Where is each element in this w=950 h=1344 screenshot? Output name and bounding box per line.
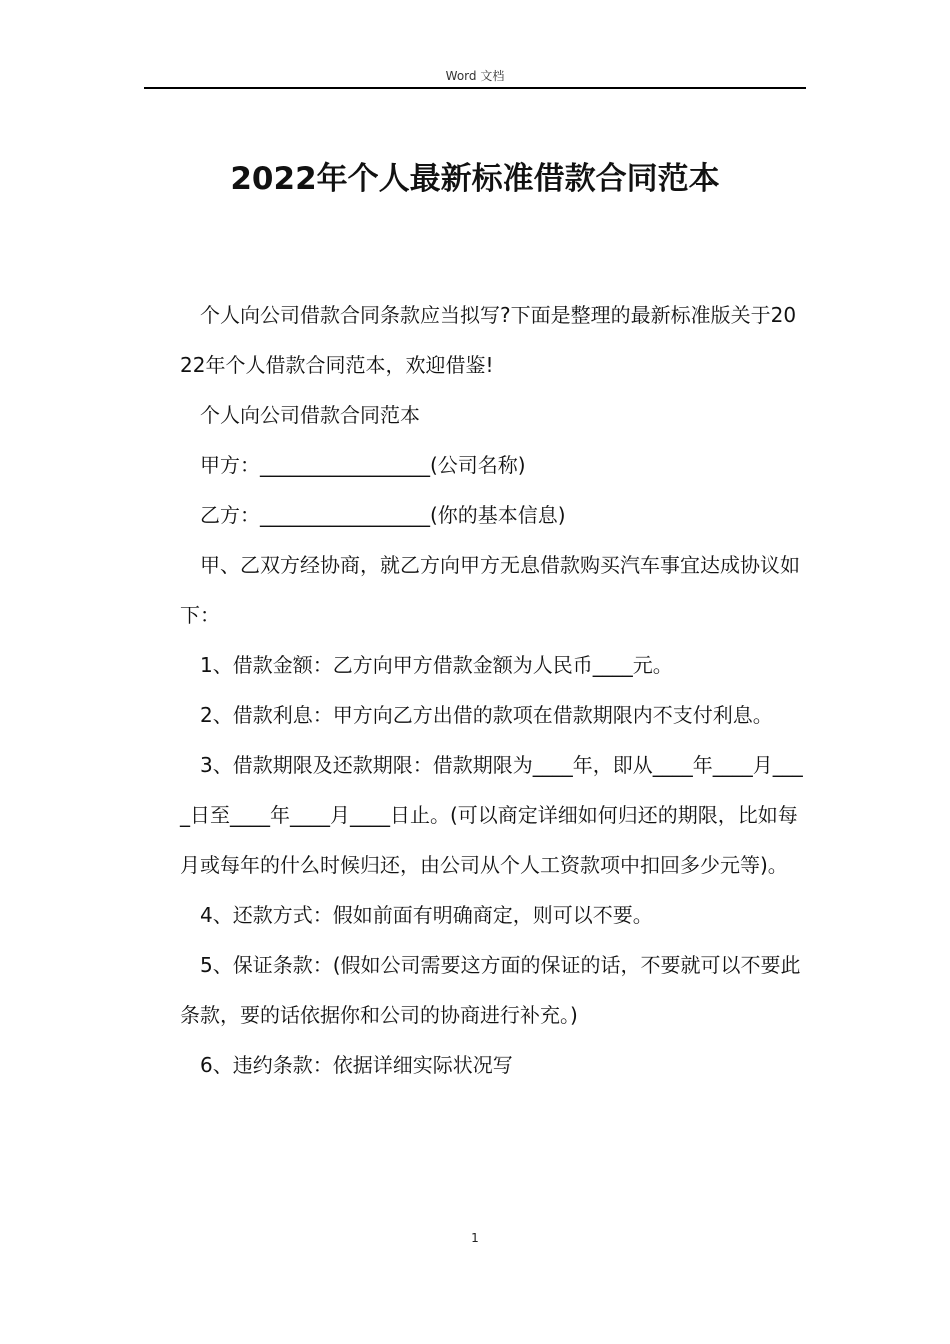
clause-repayment: 4、还款方式：假如前面有明确商定，则可以不要。 <box>200 903 653 927</box>
paragraph-party-b: 乙方：_________________(你的基本信息) <box>200 503 566 527</box>
document-title: 2022年个人最新标准借款合同范本 <box>230 161 720 197</box>
clause-interest: 2、借款利息：甲方向乙方出借的款项在借款期限内不支付利息。 <box>200 703 773 727</box>
document-body <box>180 290 806 1090</box>
paragraph-party-a: 甲方：_________________(公司名称) <box>200 453 526 477</box>
clause-guarantee: 5、保证条款：(假如公司需要这方面的保证的话，不要就可以不要此条款，要的话依据你和公司的协商进行补充。) <box>180 953 801 1027</box>
clause-breach: 6、违约条款：依据详细实际状况写 <box>200 1053 513 1077</box>
paragraph-intro: 个人向公司借款合同条款应当拟写?下面是整理的最新标准版关于2022年个人借款合同范本，欢迎借鉴! <box>180 303 797 377</box>
paragraph-agreement: 甲、乙双方经协商，就乙方向甲方无息借款购买汽车事宜达成协议如下： <box>180 553 800 627</box>
clause-term: 3、借款期限及还款期限：借款期限为____年，即从____年____月____日至____年____月____日止。(可以商定详细如何归还的期限，比如每月或每年的什么时候归还，由公司从个人工资款项中扣回多少元等)。 <box>180 753 803 877</box>
clause-amount: 1、借款金额：乙方向甲方借款金额为人民币____元。 <box>200 653 673 677</box>
header-rule <box>144 87 806 89</box>
page-header: Word 文档 <box>445 69 505 83</box>
page-number: 1 <box>471 1231 479 1245</box>
paragraph-subtitle: 个人向公司借款合同范本 <box>200 403 420 427</box>
